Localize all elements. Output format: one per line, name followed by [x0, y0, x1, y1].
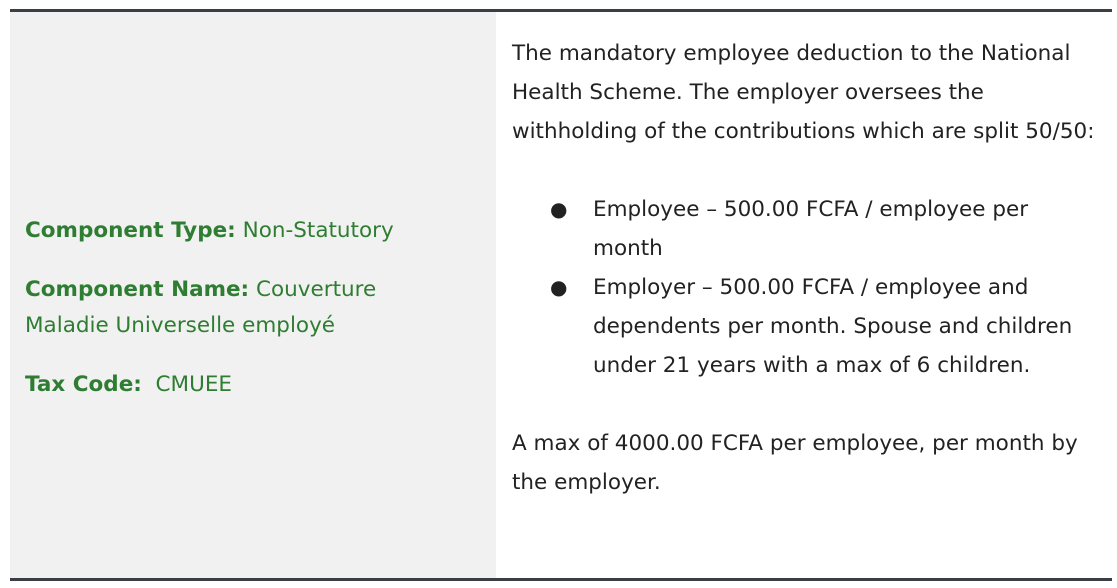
component-type-label: Component Type: — [25, 218, 236, 243]
component-name-value: Couverture Maladie Universelle employé — [25, 277, 377, 338]
tax-code-line — [25, 367, 496, 403]
list-item-employee — [550, 190, 1096, 268]
tax-code-value: CMUEE — [155, 372, 233, 397]
component-type-line — [25, 213, 496, 249]
component-table-row — [10, 9, 1112, 581]
description-text: The mandatory employee deduction to the National Health Scheme. The employer oversees the withholding of the contributions which are split 50/50: — [512, 41, 1095, 144]
component-name-line — [25, 272, 496, 344]
list-item-employer — [550, 268, 1096, 385]
component-type-value: Non-Statutory — [242, 218, 394, 243]
component-name-label: Component Name: — [25, 277, 250, 302]
bullet-icon: ● — [550, 275, 568, 299]
component-description-cell — [496, 12, 1112, 578]
bullet-icon: ● — [550, 197, 568, 221]
employer-contribution-text: Employer – 500.00 FCFA / employee and dependents per month. Spouse and children under 21 years with a max of 6 children. — [593, 275, 1073, 378]
max-note-text: A max of 4000.00 FCFA per employee, per month by the employer. — [512, 431, 1078, 495]
contribution-list — [512, 190, 1096, 385]
component-meta-cell — [10, 12, 496, 578]
employee-contribution-text: Employee – 500.00 FCFA / employee per month — [593, 197, 1029, 261]
tax-code-label: Tax Code: — [25, 372, 142, 397]
